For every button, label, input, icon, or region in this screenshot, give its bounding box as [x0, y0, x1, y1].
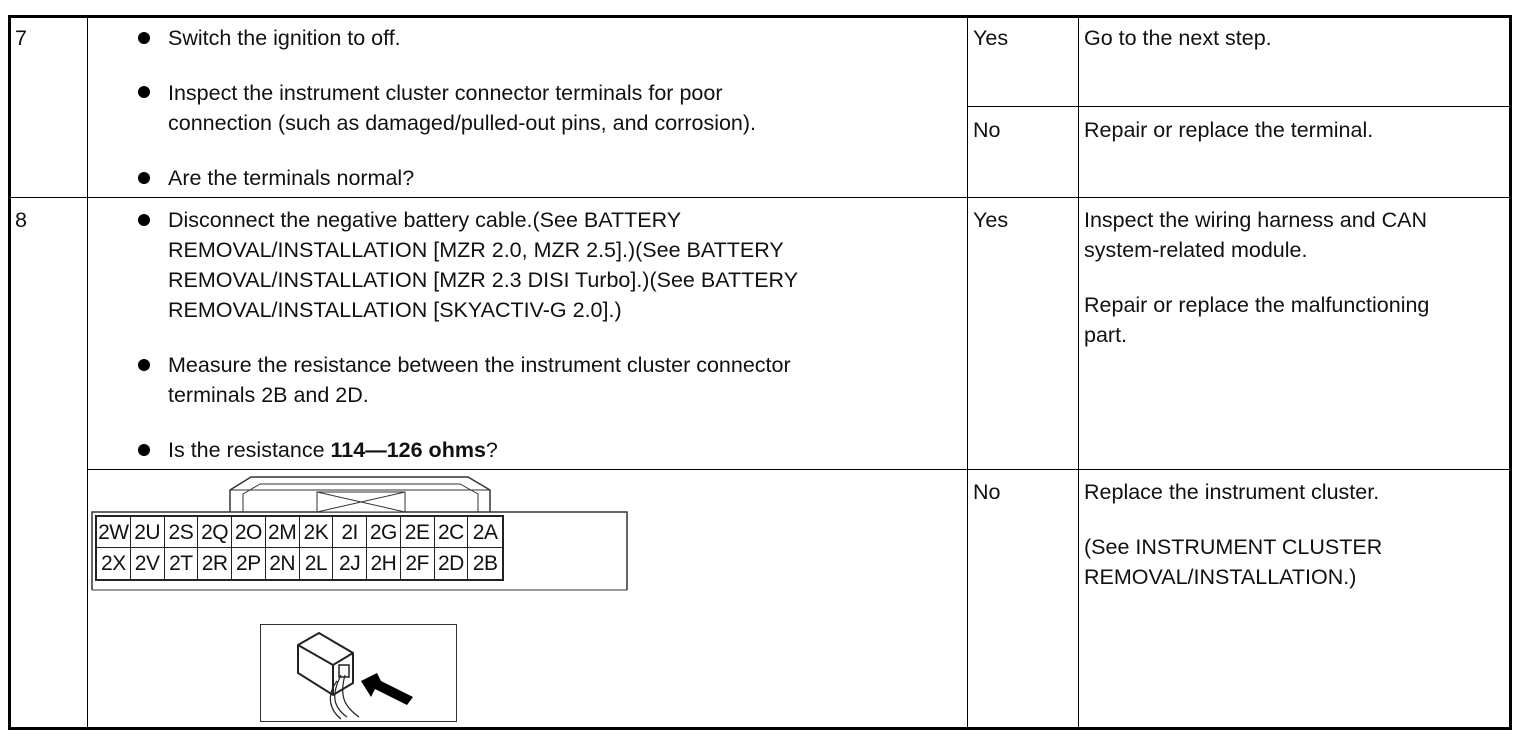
instruction-text: terminals 2B and 2D. [168, 383, 369, 407]
step-number: 8 [15, 208, 27, 232]
bullet-icon [138, 359, 150, 371]
terminal-cell: 2X [97, 548, 131, 579]
row-divider-7-8 [8, 197, 1512, 198]
bullet-icon [138, 214, 150, 226]
no-label: No [973, 480, 1001, 504]
terminal-cell: 2L [300, 548, 334, 579]
no-label: No [973, 118, 1001, 142]
terminal-cell: 2O [232, 517, 266, 548]
row7-yesno-divider [967, 106, 1510, 107]
bullet-icon [138, 172, 150, 184]
instruction-text: Measure the resistance between the instrument cluster connector [168, 353, 791, 377]
yes-action: Inspect the wiring harness and CAN [1084, 208, 1427, 232]
col-divider-step [87, 15, 88, 730]
terminal-cell: 2N [266, 548, 300, 579]
instruction-text: Are the terminals normal? [168, 166, 415, 190]
instruction-text: REMOVAL/INSTALLATION [MZR 2.3 DISI Turbo].)(See BATTERY [168, 268, 799, 292]
yes-action: system-related module. [1084, 238, 1308, 262]
no-action: Repair or replace the terminal. [1084, 118, 1374, 142]
bullet-icon [138, 86, 150, 98]
yes-action: part. [1084, 323, 1128, 347]
terminal-cell: 2V [131, 548, 165, 579]
instruction-text: REMOVAL/INSTALLATION [MZR 2.0, MZR 2.5].)(See BATTERY [168, 238, 784, 262]
terminal-cell: 2U [131, 517, 165, 548]
instruction-text: REMOVAL/INSTALLATION [SKYACTIV-G 2.0].) [168, 298, 622, 322]
terminal-cell: 2S [165, 517, 199, 548]
terminal-cell: 2M [266, 517, 300, 548]
question-suffix: ? [485, 438, 498, 462]
yes-label: Yes [973, 26, 1009, 50]
terminal-cell: 2W [97, 517, 131, 548]
terminal-cell: 2K [300, 517, 334, 548]
row8-yesno-divider [87, 469, 1512, 470]
instruction-text: Inspect the instrument cluster connector terminals for poor [168, 81, 723, 105]
col-divider-action [967, 15, 968, 730]
harness-side-illustration [260, 624, 457, 722]
question-prefix: Is the resistance [168, 438, 331, 462]
resistance-question [168, 435, 498, 465]
instruction-text: connection (such as damaged/pulled-out pins, and corrosion). [168, 111, 757, 135]
connector-terminal-grid [95, 515, 504, 581]
bullet-icon [138, 32, 150, 44]
terminal-cell: 2J [333, 548, 367, 579]
connector-probe-icon [261, 625, 456, 721]
step-number: 7 [15, 26, 27, 50]
terminal-cell: 2G [367, 517, 401, 548]
instruction-text: Disconnect the negative battery cable.(See BATTERY [168, 208, 682, 232]
yes-label: Yes [973, 208, 1009, 232]
terminal-cell: 2C [435, 517, 469, 548]
terminal-cell: 2P [232, 548, 266, 579]
terminal-cell: 2H [367, 548, 401, 579]
terminal-cell: 2E [401, 517, 435, 548]
bullet-icon [138, 444, 150, 456]
col-divider-result [1078, 15, 1079, 730]
terminal-cell: 2F [401, 548, 435, 579]
terminal-cell: 2Q [198, 517, 232, 548]
terminal-cell: 2T [165, 548, 199, 579]
instruction-text: Switch the ignition to off. [168, 26, 401, 50]
yes-action: Repair or replace the malfunctioning [1084, 293, 1430, 317]
yes-action: Go to the next step. [1084, 26, 1272, 50]
no-action: Replace the instrument cluster. [1084, 480, 1380, 504]
terminal-cell: 2A [468, 517, 502, 548]
terminal-cell: 2B [472, 552, 498, 575]
no-action: (See INSTRUMENT CLUSTER [1084, 535, 1383, 559]
terminal-cell: 2D [435, 548, 469, 579]
terminal-cell: 2I [333, 517, 367, 548]
terminal-cell: 2R [198, 548, 232, 579]
no-action: REMOVAL/INSTALLATION.) [1084, 565, 1357, 589]
resistance-spec: 114—126 ohms [330, 438, 486, 462]
